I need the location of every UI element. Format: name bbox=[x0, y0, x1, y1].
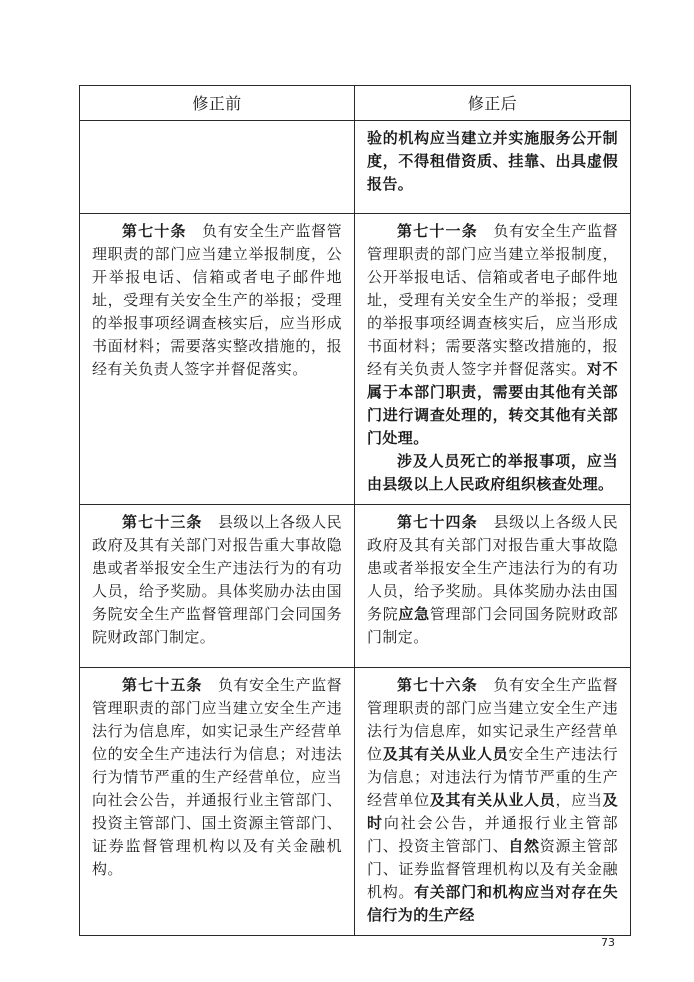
article-text: 资源主管部门、证券监督管理机构以及有关金融机构。 bbox=[367, 837, 618, 901]
comparison-table bbox=[79, 85, 631, 936]
article-paragraph bbox=[92, 511, 342, 649]
article-paragraph bbox=[367, 220, 618, 450]
amended-text: 有关部门和机构应当对存在失信行为的生产经 bbox=[367, 883, 619, 924]
article-paragraph bbox=[92, 220, 342, 381]
article-text: 管理部门会同国务院财政部门制定。 bbox=[367, 605, 618, 646]
article-number: 第七十三条 bbox=[122, 513, 203, 531]
amended-text: 及时 bbox=[367, 791, 619, 832]
cell-before bbox=[80, 214, 355, 505]
article-paragraph bbox=[367, 511, 618, 649]
article-number: 第七十条 bbox=[122, 222, 187, 240]
article-number: 第七十一条 bbox=[397, 222, 478, 240]
article-number: 第七十五条 bbox=[122, 676, 203, 694]
cell-after bbox=[355, 505, 631, 668]
cell-after bbox=[355, 668, 631, 936]
article-text: 负有安全生产监督管理职责的部门应当建立举报制度，公开举报电话、信箱或者电子邮件地址，受理有关安全生产的举报；受理的举报事项经调查核实后，应当形成书面材料；需要落实整改措施的，报经有关负责人签字并督促落实。 bbox=[92, 222, 342, 378]
cell-after bbox=[355, 121, 631, 214]
article-number: 第七十六条 bbox=[397, 676, 478, 694]
cell-after bbox=[355, 214, 631, 505]
header-after: 修正后 bbox=[355, 86, 631, 121]
page-number: 73 bbox=[601, 936, 615, 949]
table-header-row bbox=[80, 86, 631, 121]
cell-before bbox=[80, 668, 355, 936]
article-text: 负有安全生产监督管理职责的部门应当建立安全生产违法行为信息库，如实记录生产经营单位 bbox=[367, 676, 618, 763]
article-paragraph bbox=[367, 674, 618, 927]
article-text: 向社会公告，并通报行业主管部门、投资主管部门、 bbox=[367, 814, 618, 855]
table-row bbox=[80, 505, 631, 668]
article-number: 第七十四条 bbox=[397, 513, 478, 531]
article-text: 安全生产违法行为信息；对违法行为情节严重的生产经营单位 bbox=[367, 745, 619, 809]
header-before: 修正前 bbox=[80, 86, 355, 121]
table-row bbox=[80, 214, 631, 505]
continued-text: 验的机构应当建立并实施服务公开制度，不得租借资质、挂靠、出具虚假报告。 bbox=[367, 129, 618, 193]
article-text: 县级以上各级人民政府及其有关部门对报告重大事故隐患或者举报安全生产违法行为的有功人员，给予奖励。具体奖励办法由国务院 bbox=[367, 513, 618, 623]
article-text: ，应当 bbox=[555, 791, 603, 809]
cell-before bbox=[80, 505, 355, 668]
cell-before-empty bbox=[80, 121, 355, 214]
amended-text: 自然 bbox=[508, 837, 540, 855]
amended-text: 及其有关从业人员 bbox=[382, 745, 509, 763]
amended-text: 对不属于本部门职责，需要由其他有关部门进行调查处理的，转交其他有关部门处理。 bbox=[367, 360, 618, 447]
article-text: 负有安全生产监督管理职责的部门应当建立安全生产违法行为信息库，如实记录生产经营单位的安全生产违法行为信息；对违法行为情节严重的生产经营单位，应当向社会公告，并通报行业主管部门、投资主管部门、国土资源主管部门、证券监督管理机构以及有关金融机构。 bbox=[92, 676, 342, 878]
article-text: 县级以上各级人民政府及其有关部门对报告重大事故隐患或者举报安全生产违法行为的有功人员，给予奖励。具体奖励办法由国务院安全生产监督管理部门会同国务院财政部门制定。 bbox=[92, 513, 342, 646]
table-row bbox=[80, 668, 631, 936]
amended-paragraph: 涉及人员死亡的举报事项，应当由县级以上人民政府组织核查处理。 bbox=[367, 452, 618, 493]
article-paragraph bbox=[92, 674, 342, 881]
amended-text: 及其有关从业人员 bbox=[429, 791, 556, 809]
amended-text: 应急 bbox=[398, 605, 430, 623]
article-text: 负有安全生产监督管理职责的部门应当建立举报制度，公开举报电话、信箱或者电子邮件地址，受理有关安全生产的举报；受理的举报事项经调查核实后，应当形成书面材料；需要落实整改措施的，报经有关负责人签字并督促落实。 bbox=[367, 222, 618, 378]
table-row bbox=[80, 121, 631, 214]
